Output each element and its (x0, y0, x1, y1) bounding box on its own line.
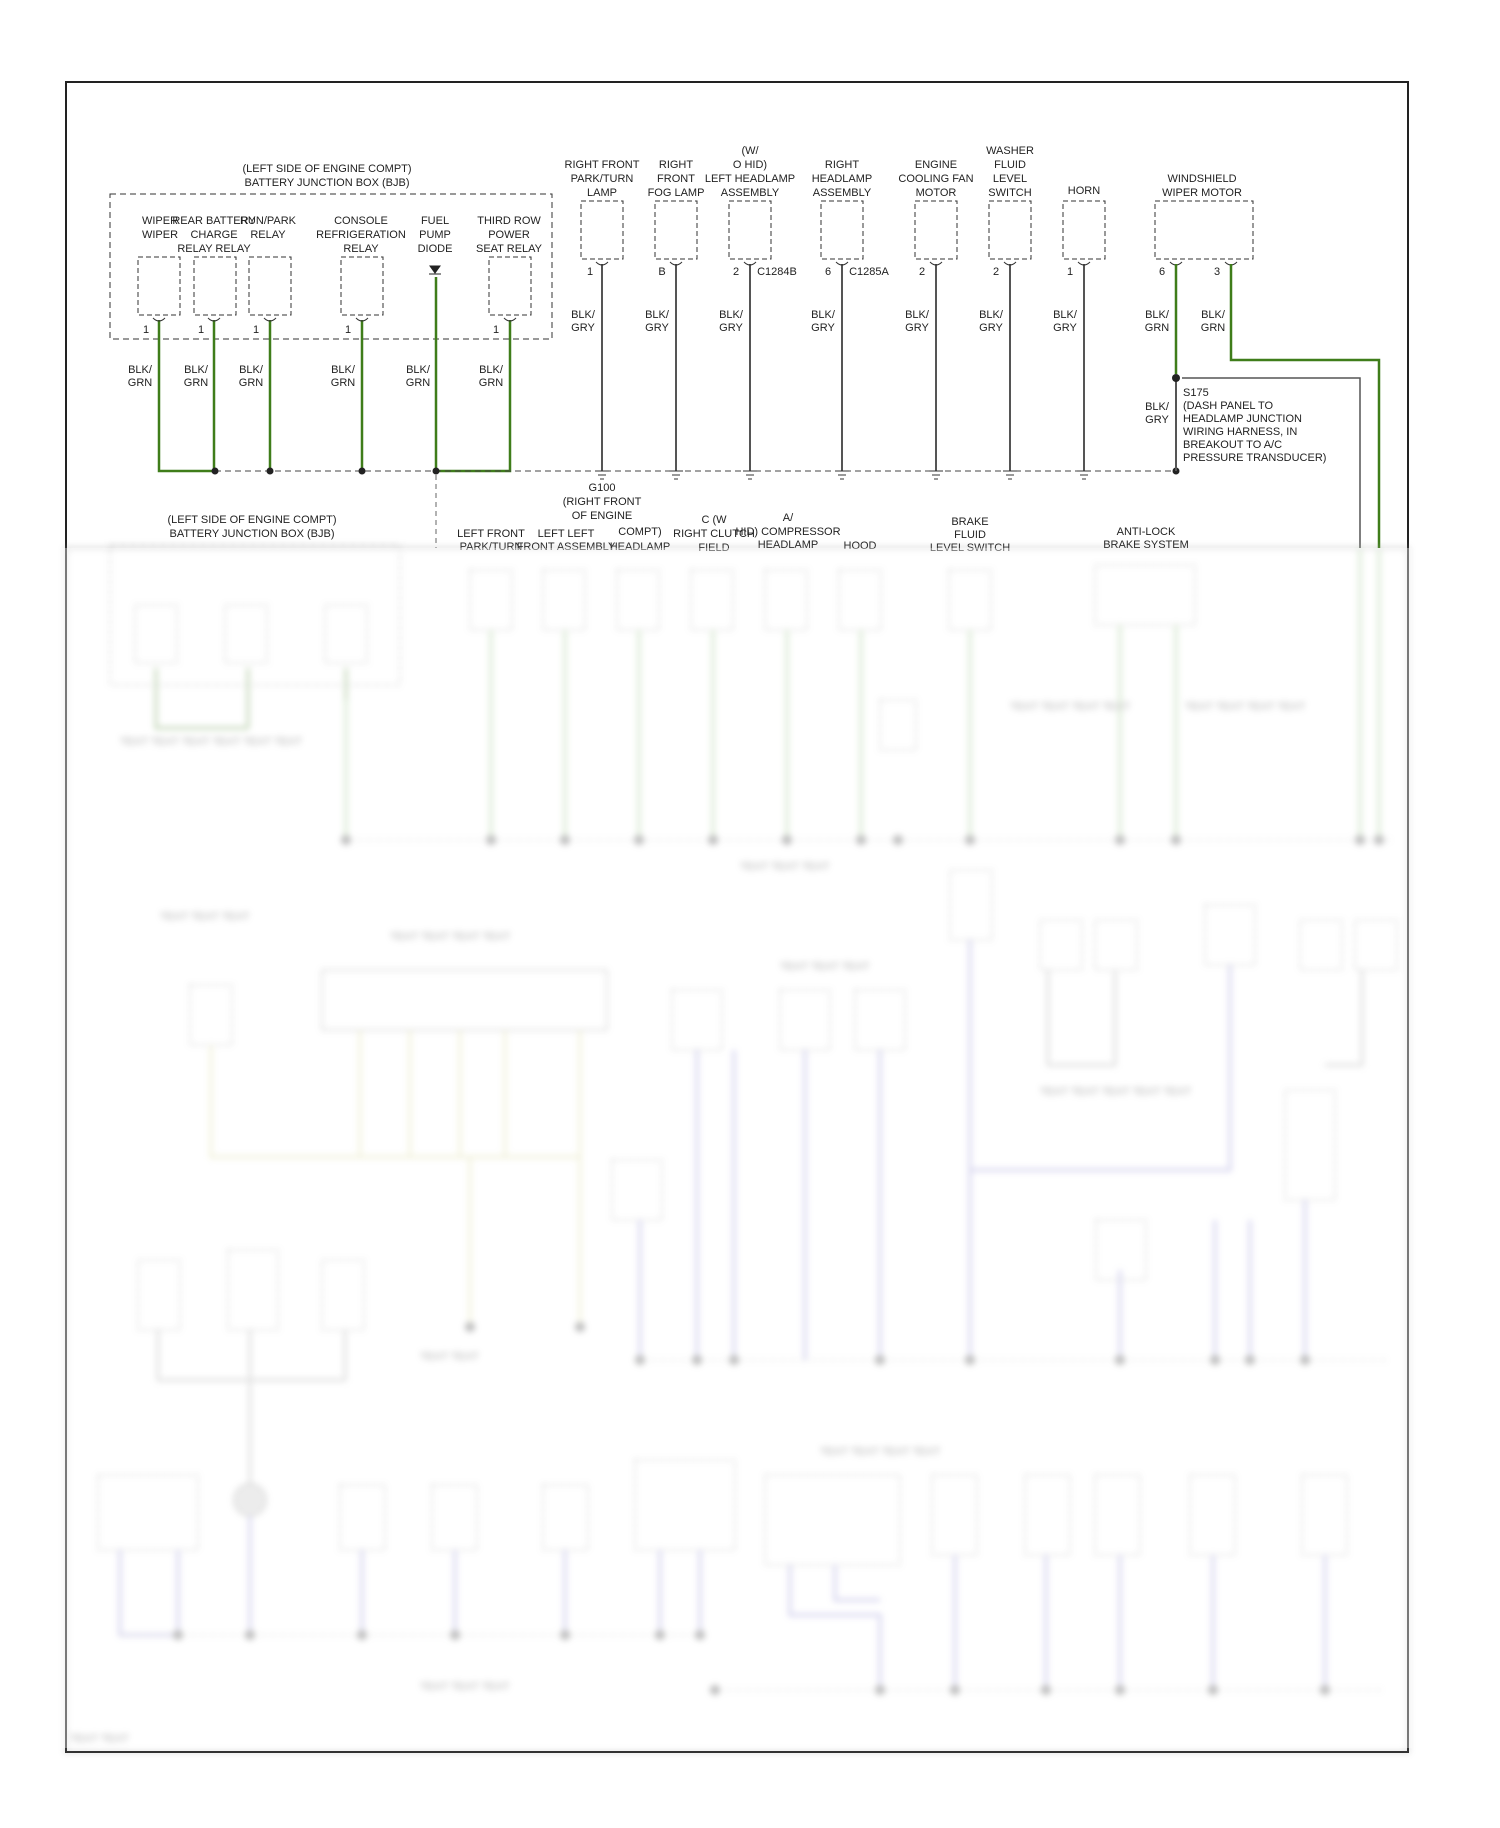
rh-headlamp-wire-1: BLK/ (811, 309, 835, 321)
s175-line-4: WIRING HARNESS, IN (1183, 426, 1298, 438)
fan-motor-box (915, 201, 957, 259)
second-bjb-title-2: BATTERY JUNCTION BOX (BJB) (169, 528, 335, 540)
console-relay-label-2: REFRIGERATION (316, 229, 406, 241)
rf-park-turn-box (581, 201, 623, 259)
rf-park-turn-label-1: RIGHT FRONT (564, 159, 640, 171)
svg-text:TEXT TEXT TEXT TEXT: TEXT TEXT TEXT TEXT (1185, 701, 1306, 713)
g100-line-1: G100 (588, 482, 616, 494)
lh-headlamp-wire-2: GRY (719, 322, 743, 334)
washer-switch-label-1: WASHER (986, 145, 1034, 157)
lf-assembly-2: FRONT ASSEMBLY (516, 541, 616, 553)
windshield-wiper-motor (1145, 173, 1253, 334)
fan-motor-label-1: ENGINE (914, 159, 958, 171)
s175-line-2: (DASH PANEL TO (1183, 400, 1274, 412)
rear-battery-relay-wire-1: BLK/ (184, 364, 208, 376)
horn-box (1063, 201, 1105, 259)
rear-battery-relay-label-1: REAR BATTERY (172, 215, 256, 227)
ground-icon (1077, 471, 1091, 479)
third-row-relay-wire-2: GRN (478, 377, 504, 389)
anti-lock-2: BRAKE SYSTEM (1103, 539, 1189, 551)
clutch-field-1: C (W (701, 514, 727, 526)
second-bjb-label (167, 514, 336, 540)
rear-battery-relay-pin: 1 (197, 324, 205, 336)
rear-battery-relay-label-2: CHARGE (190, 229, 238, 241)
bjb-title-line1: (LEFT SIDE OF ENGINE COMPT) (242, 163, 412, 175)
rh-headlamp-label-3: ASSEMBLY (812, 187, 872, 199)
console-relay-wire-2: GRN (330, 377, 356, 389)
clutch-field-3: FIELD (698, 542, 730, 554)
wiper-motor-wire-right-2: GRN (1200, 322, 1226, 334)
component-ground-wires (602, 264, 1176, 471)
wiper-motor-wire-left-2: GRN (1144, 322, 1170, 334)
s175-splice-label (1145, 387, 1326, 464)
lh-headlamp-label-1: (W/ (741, 145, 759, 157)
wiper-motor-pin-3: 3 (1213, 266, 1221, 278)
wiper-relay-label-1: WIPER (141, 215, 179, 227)
fuel-pump-diode (406, 215, 453, 389)
brake-fluid-1: BRAKE (951, 516, 989, 528)
ground-icon (743, 471, 757, 479)
fan-motor-label-2: COOLING FAN (898, 173, 974, 185)
rear-battery-relay-label-3: RELAY RELAY (177, 243, 251, 255)
rf-fog-label-1: RIGHT (658, 159, 694, 171)
svg-text:TEXT TEXT TEXT TEXT: TEXT TEXT TEXT TEXT (820, 1446, 941, 1458)
svg-text:TEXT TEXT TEXT TEXT: TEXT TEXT TEXT TEXT (390, 931, 511, 943)
rf-fog-pin: B (658, 266, 666, 278)
wiper-motor-wire-left-1: BLK/ (1145, 309, 1169, 321)
wiper-relay-pin: 1 (142, 324, 150, 336)
third-row-relay-label-2: POWER (488, 229, 530, 241)
rh-headlamp-label-2: HEADLAMP (811, 173, 873, 185)
wiper-motor-pin-6: 6 (1158, 266, 1166, 278)
rear-battery-relay-wire-2: GRN (183, 377, 209, 389)
headlamp-label: HEADLAMP (609, 541, 671, 553)
rf-fog-label-3: FOG LAMP (647, 187, 705, 199)
horn-wire-1: BLK/ (1053, 309, 1077, 321)
compressor-1: A/ (782, 512, 794, 524)
lh-headlamp-box (729, 201, 771, 259)
third-row-relay-label-1: THIRD ROW (477, 215, 541, 227)
rear-battery-relay-box (194, 257, 236, 315)
wiper-relay-box (138, 257, 180, 315)
third-row-relay-label-3: SEAT RELAY (475, 243, 543, 255)
svg-text:TEXT TEXT TEXT: TEXT TEXT TEXT (780, 961, 870, 973)
console-relay-pin: 1 (344, 324, 352, 336)
fan-motor-wire-2: GRY (905, 322, 929, 334)
wiper-motor-box (1155, 201, 1253, 259)
third-row-relay-box (489, 257, 531, 315)
wiper-motor-wire-right-1: BLK/ (1201, 309, 1225, 321)
lf-park-turn-2: PARK/TURN (459, 541, 523, 553)
fuel-pump-diode-label-1: FUEL (420, 215, 450, 227)
fuel-pump-diode-wire-2: GRN (405, 377, 431, 389)
wiper-relay (128, 215, 180, 389)
fuel-pump-diode-label-3: DIODE (417, 243, 453, 255)
bjb-pin-markers (153, 318, 516, 321)
lf-assembly-1: LEFT LEFT (537, 528, 595, 540)
rf-fog-box (655, 201, 697, 259)
washer-switch-label-4: SWITCH (988, 187, 1032, 199)
ground-symbols (595, 471, 1091, 479)
g100-line-3: OF ENGINE (571, 510, 633, 522)
svg-text:TEXT TEXT TEXT: TEXT TEXT TEXT (420, 1681, 510, 1693)
rh-headlamp-pin: 6 (824, 266, 832, 278)
console-relay-label-3: RELAY (343, 243, 379, 255)
fan-motor-label-3: MOTOR (915, 187, 957, 199)
ground-icon (669, 471, 683, 479)
svg-text:TEXT TEXT TEXT: TEXT TEXT TEXT (740, 861, 830, 873)
lf-park-turn-1: LEFT FRONT (457, 528, 525, 540)
washer-switch-label-2: FLUID (994, 159, 1026, 171)
rh-headlamp-connector: C1285A (849, 266, 889, 278)
s175-line-5: BREAKOUT TO A/C (1183, 439, 1283, 451)
washer-switch-label-3: LEVEL (992, 173, 1028, 185)
rf-fog-wire-2: GRY (645, 322, 669, 334)
s175-line-3: HEADLAMP JUNCTION (1183, 413, 1302, 425)
rf-park-turn-wire-1: BLK/ (571, 309, 595, 321)
right-front-fog-lamp (645, 159, 704, 334)
rf-park-turn-label-3: LAMP (587, 187, 617, 199)
ground-icon (595, 471, 609, 479)
g100-line-2: (RIGHT FRONT (562, 496, 642, 508)
run-park-relay-wire-1: BLK/ (239, 364, 263, 376)
rh-headlamp-label-1: RIGHT (824, 159, 860, 171)
lh-headlamp-pin: 2 (732, 266, 740, 278)
washer-switch-pin: 2 (992, 266, 1000, 278)
rh-headlamp-wire-2: GRY (811, 322, 835, 334)
compressor-2: HID) COMPRESSOR (735, 526, 841, 538)
svg-text:TEXT TEXT TEXT TEXT TEXT TEXT: TEXT TEXT TEXT TEXT TEXT TEXT (120, 736, 302, 748)
compressor-3: HEADLAMP (757, 539, 819, 551)
rf-park-turn-wire-2: GRY (571, 322, 595, 334)
component-pin-markers (596, 262, 1237, 265)
diode-symbol (429, 266, 441, 274)
wiper-relay-wire-1: BLK/ (128, 364, 152, 376)
right-headlamp-assembly (811, 159, 889, 334)
console-relay-label-1: CONSOLE (334, 215, 388, 227)
ground-icon (1003, 471, 1017, 479)
rf-fog-wire-1: BLK/ (645, 309, 669, 321)
console-relay-box (341, 257, 383, 315)
s175-line-1: S175 (1183, 387, 1209, 399)
washer-switch-wire-1: BLK/ (979, 309, 1003, 321)
s175-wire-2: GRY (1145, 414, 1169, 426)
wiper-motor-label-1: WINDSHIELD (1167, 173, 1237, 185)
wiper-relay-wire (159, 320, 215, 471)
run-park-relay (239, 215, 297, 389)
fan-motor-wire-1: BLK/ (905, 309, 929, 321)
svg-text:TEXT TEXT: TEXT TEXT (420, 1351, 479, 1363)
horn (1053, 185, 1105, 334)
third-row-relay-wire (436, 320, 510, 471)
washer-switch-box (989, 201, 1031, 259)
fuel-pump-diode-wire-1: BLK/ (406, 364, 430, 376)
ground-icon (835, 471, 849, 479)
wiper-relay-label-2: WIPER (141, 229, 179, 241)
hood-label: HOOD (843, 540, 877, 552)
rh-headlamp-box (821, 201, 863, 259)
lh-headlamp-wire-1: BLK/ (719, 309, 743, 321)
lh-headlamp-label-3: LEFT HEADLAMP (704, 173, 796, 185)
run-park-relay-box (249, 257, 291, 315)
fan-motor-pin: 2 (918, 266, 926, 278)
washer-switch-wire-2: GRY (979, 322, 1003, 334)
horn-pin: 1 (1066, 266, 1074, 278)
lh-headlamp-connector: C1284B (757, 266, 797, 278)
bjb-title-line2: BATTERY JUNCTION BOX (BJB) (244, 177, 410, 189)
second-bjb-title-1: (LEFT SIDE OF ENGINE COMPT) (167, 514, 337, 526)
lh-headlamp-label-2: O HID) (732, 159, 768, 171)
obscured-lower-diagram (66, 545, 1408, 1752)
ground-icon (929, 471, 943, 479)
s175-line-6: PRESSURE TRANSDUCER) (1183, 452, 1327, 464)
run-park-relay-label-1: RUN/PARK (239, 215, 297, 227)
third-row-relay-wire-1: BLK/ (479, 364, 503, 376)
brake-fluid-3: LEVEL SWITCH (929, 542, 1011, 554)
wiper-motor-label-2: WIPER MOTOR (1162, 187, 1242, 199)
third-row-relay-pin: 1 (492, 324, 500, 336)
washer-fluid-level-switch (979, 145, 1034, 334)
wiper-relay-wire-2: GRN (127, 377, 153, 389)
rf-park-turn-label-2: PARK/TURN (570, 173, 634, 185)
clutch-field-2: RIGHT CLUTCH (673, 528, 755, 540)
run-park-relay-label-2: RELAY (250, 229, 286, 241)
horn-wire-2: GRY (1053, 322, 1077, 334)
run-park-relay-wire-2: GRN (238, 377, 264, 389)
lh-headlamp-label-4: ASSEMBLY (720, 187, 780, 199)
horn-label: HORN (1067, 185, 1101, 197)
s175-wire-1: BLK/ (1145, 401, 1169, 413)
svg-text:TEXT TEXT TEXT TEXT: TEXT TEXT TEXT TEXT (1010, 701, 1131, 713)
svg-text:TEXT TEXT: TEXT TEXT (70, 1733, 129, 1745)
svg-text:TEXT TEXT TEXT TEXT TEXT: TEXT TEXT TEXT TEXT TEXT (1040, 1086, 1192, 1098)
g100-line-4: COMPT) (618, 526, 662, 538)
console-relay-wire-1: BLK/ (331, 364, 355, 376)
run-park-relay-pin: 1 (252, 324, 260, 336)
svg-text:TEXT TEXT TEXT: TEXT TEXT TEXT (160, 911, 250, 923)
anti-lock-1: ANTI-LOCK (1116, 526, 1176, 538)
brake-fluid-2: FLUID (954, 529, 986, 541)
rf-park-turn-pin: 1 (586, 266, 594, 278)
fuel-pump-diode-label-2: PUMP (419, 229, 451, 241)
s175-splice-node (1172, 374, 1180, 382)
rf-fog-label-2: FRONT (657, 173, 695, 185)
